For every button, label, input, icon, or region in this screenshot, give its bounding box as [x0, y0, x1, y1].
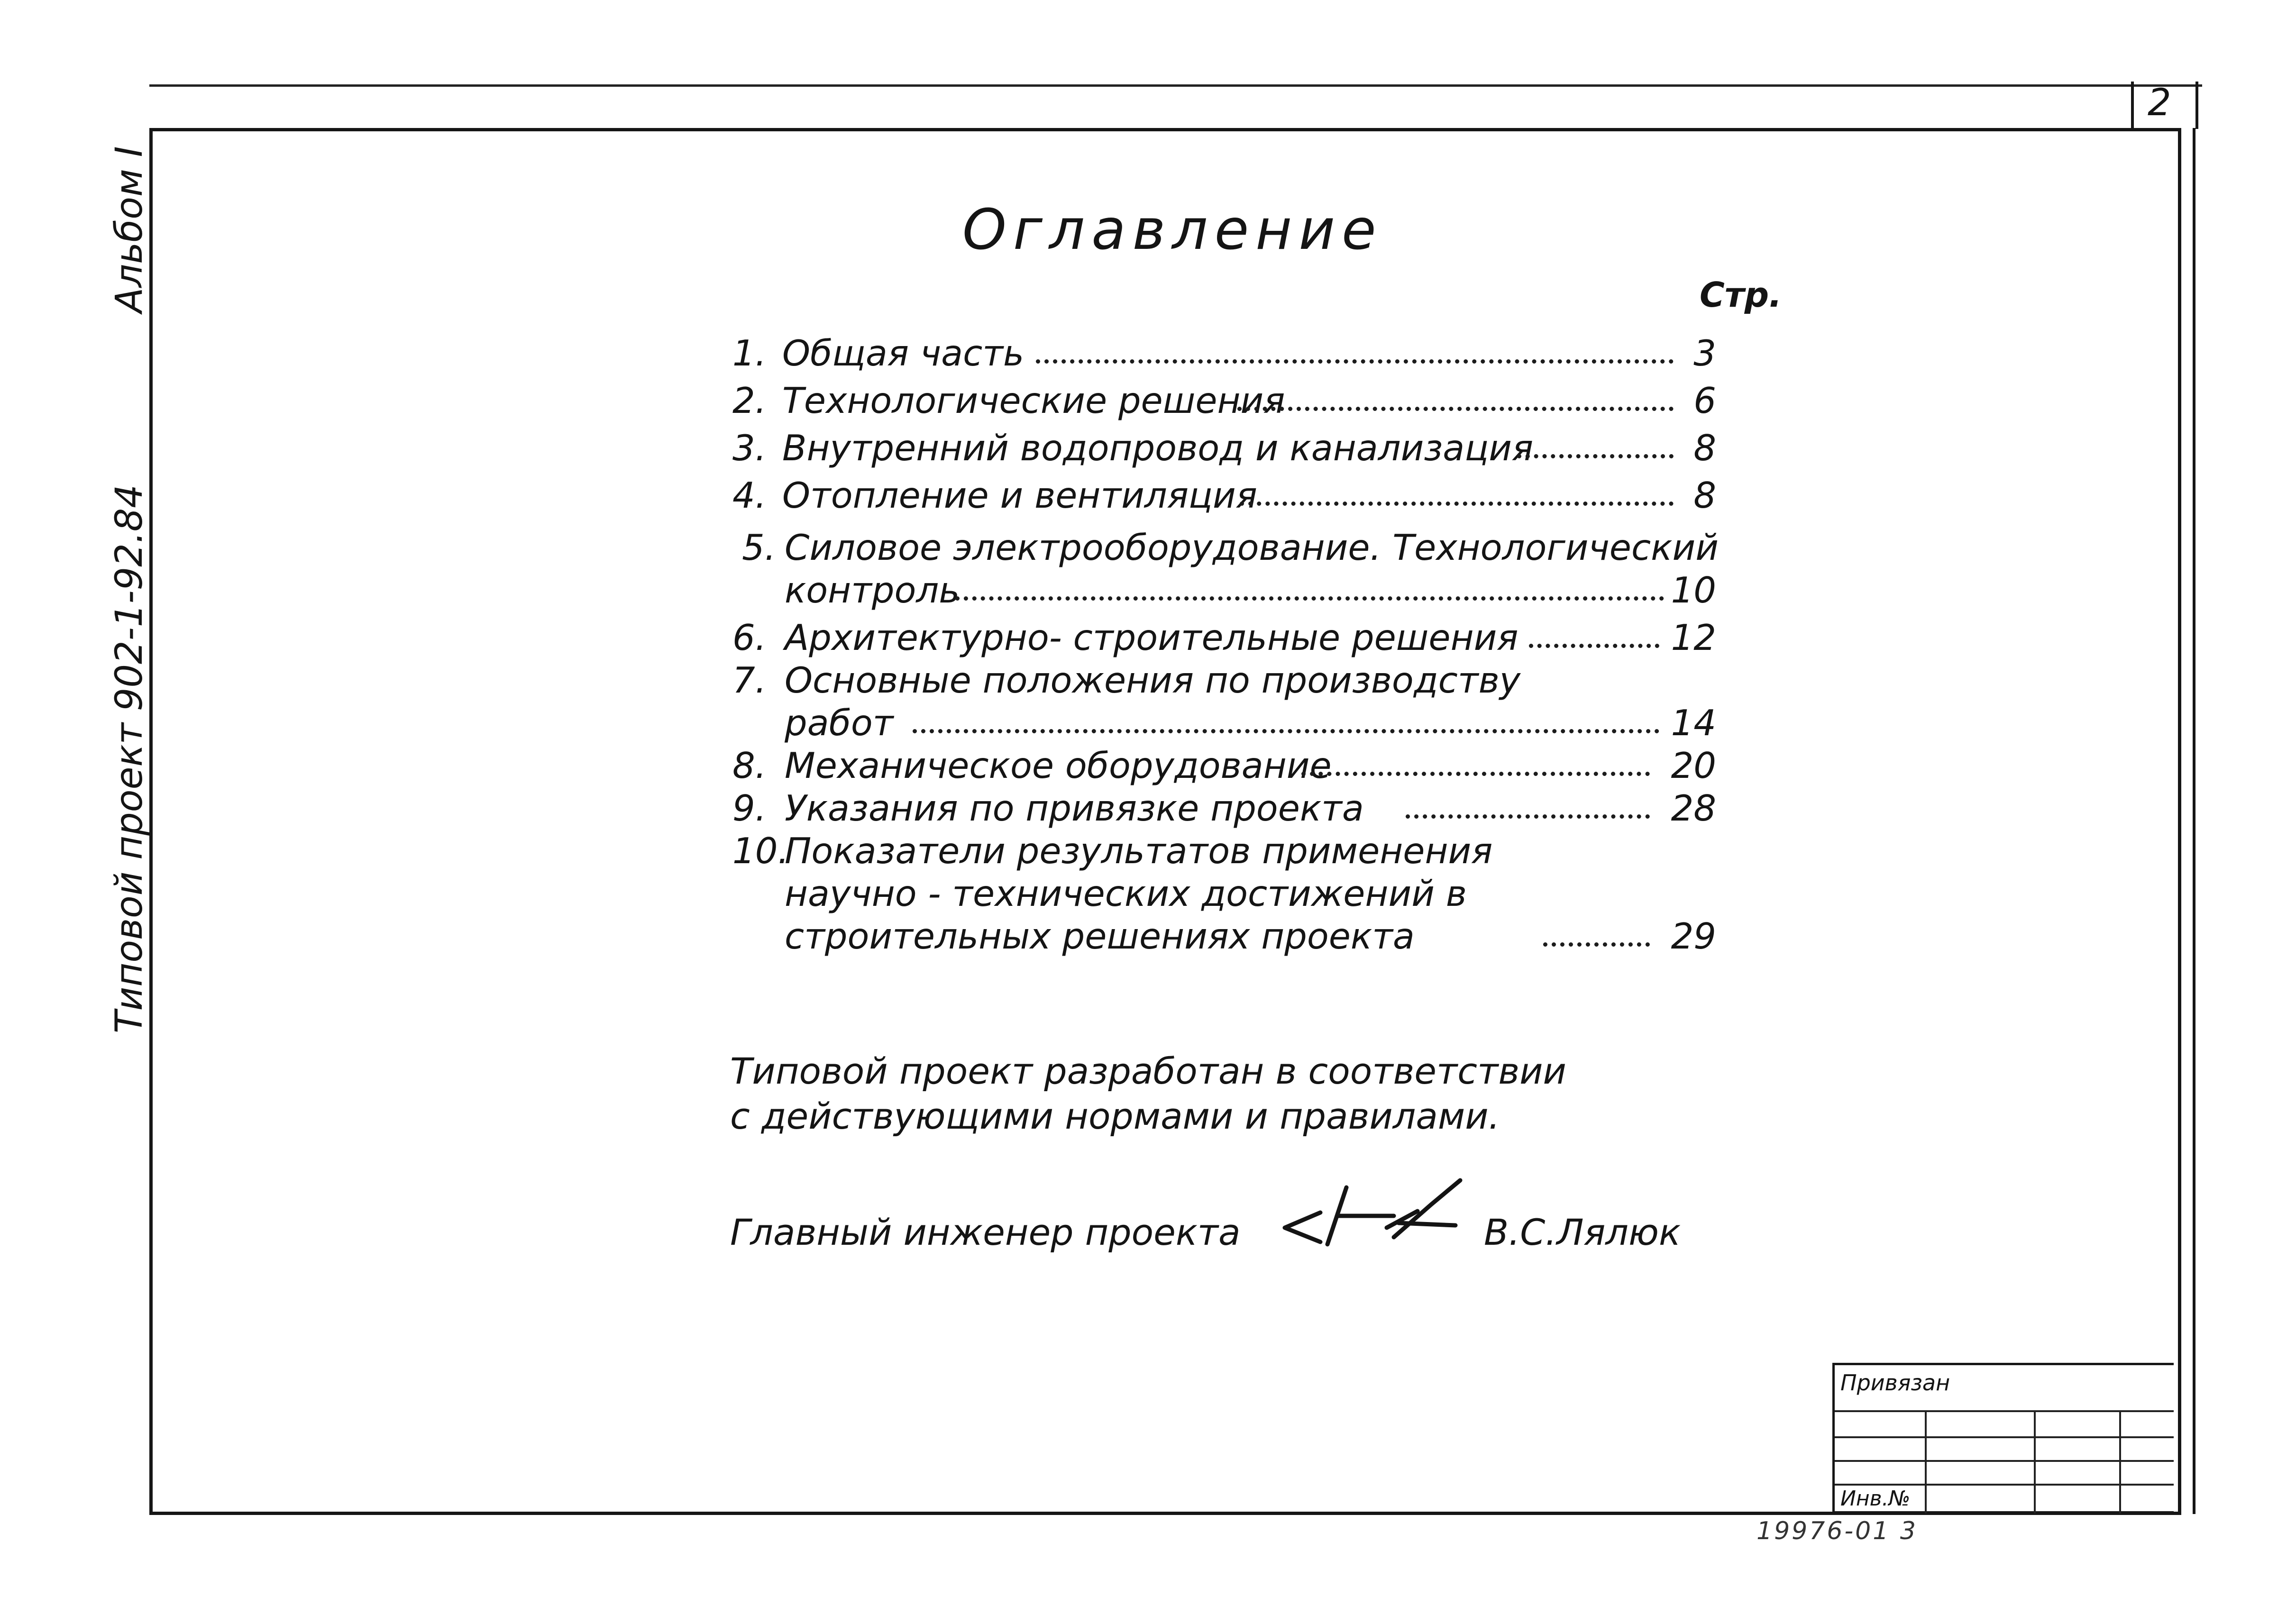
stamp-bound-label: Привязан: [1840, 1370, 1950, 1396]
stamp-rule: [1835, 1460, 2174, 1462]
stamp-rule: [2119, 1410, 2121, 1514]
page-title: Оглавление: [962, 197, 1383, 262]
toc-item-title: Технологические решения: [782, 380, 1285, 421]
signature-role: Главный инженер проекта: [730, 1211, 1241, 1253]
binding-stamp-table: [1832, 1363, 2174, 1514]
drawing-frame-outer-right: [2193, 128, 2195, 1514]
toc-item-page: 14: [1671, 702, 1716, 744]
compliance-note-line-2: с действующими нормами и правилами.: [730, 1095, 1500, 1137]
toc-item: [732, 616, 1716, 659]
toc-item-number: 10.: [732, 830, 789, 872]
project-code-label: Типовой проект 902-1-92.84: [108, 484, 151, 1033]
archive-number: 19976-01 3: [1756, 1517, 1918, 1545]
toc-item-number: 8.: [732, 745, 767, 786]
page-column-header: Стр.: [1700, 275, 1782, 315]
stamp-inventory-label: Инв.№: [1840, 1487, 1911, 1511]
toc-item-title: Указания по привязке проекта: [785, 787, 1364, 829]
toc-item-title: Внутренний водопровод и канализация: [782, 427, 1534, 469]
dot-leader: [1517, 454, 1674, 458]
toc-item-title-continued: контроль: [785, 569, 960, 611]
toc-item-number: 5.: [742, 527, 776, 568]
stamp-rule: [1835, 1410, 2174, 1412]
toc-item: [732, 830, 1716, 957]
dot-leader: [1240, 502, 1674, 506]
dot-leader: [1529, 644, 1659, 648]
toc-item-page: 20: [1671, 745, 1716, 786]
toc-item-page: 29: [1671, 915, 1716, 957]
sheet-number: 2: [2148, 82, 2171, 124]
toc-item-title: Основные положения по производству: [785, 659, 1521, 701]
toc-item-number: 4.: [732, 474, 767, 516]
toc-item-title-continued: работ: [785, 702, 894, 744]
sheet-top-edge: [149, 84, 2202, 87]
dot-leader: [1237, 407, 1674, 411]
toc-item: [732, 474, 1716, 517]
compliance-note-line-1: Типовой проект разработан в соответствии: [730, 1050, 1566, 1092]
toc-item: [732, 744, 1716, 787]
stamp-rule: [2034, 1410, 2036, 1514]
toc-item-title: Механическое оборудование: [785, 745, 1332, 786]
signature-name: В.С.Лялюк: [1484, 1211, 1681, 1253]
toc-item: [732, 787, 1716, 830]
toc-item-title: Отопление и вентиляция: [782, 474, 1257, 516]
toc-item-number: 3.: [732, 427, 767, 469]
handwritten-signature: [1275, 1171, 1479, 1266]
toc-item-page: 10: [1671, 569, 1716, 611]
dot-leader: [913, 729, 1659, 733]
toc-item: [732, 332, 1716, 374]
stamp-rule: [1925, 1410, 1927, 1514]
toc-item-title: Силовое электрооборудование. Технологический: [785, 527, 1719, 568]
toc-item-number: 7.: [732, 659, 767, 701]
toc-item-number: 6.: [732, 617, 767, 658]
toc-item-title-continued: строительных решениях проекта: [785, 915, 1415, 957]
toc-item-page: 12: [1671, 617, 1716, 658]
toc-item-number: 9.: [732, 787, 767, 829]
toc-item-page: 28: [1671, 787, 1716, 829]
toc-item-number: 1.: [732, 332, 767, 374]
toc-item-title: Архитектурно- строительные решения: [785, 617, 1518, 658]
toc-item-title: Общая часть: [782, 332, 1025, 374]
toc-item-page: 6: [1693, 380, 1716, 421]
toc-item: [732, 659, 1716, 744]
dot-leader: [955, 596, 1664, 601]
stamp-rule: [1835, 1484, 2174, 1486]
toc-item: [732, 427, 1716, 469]
toc-item: [732, 526, 1719, 611]
toc-item-number: 2.: [732, 380, 767, 421]
dot-leader: [1543, 942, 1650, 947]
dot-leader: [1406, 814, 1650, 819]
toc-item-page: 3: [1693, 332, 1716, 374]
toc-item-page: 8: [1693, 427, 1716, 469]
stamp-rule: [1835, 1436, 2174, 1438]
toc-item-title: Показатели результатов применения: [785, 830, 1493, 872]
dot-leader: [1301, 772, 1650, 776]
album-label: Альбом I: [108, 146, 151, 313]
toc-item-title-continued: научно - технических достижений в: [785, 873, 1467, 914]
toc-item: [732, 379, 1716, 422]
toc-item-page: 8: [1693, 474, 1716, 516]
dot-leader: [1036, 359, 1674, 364]
